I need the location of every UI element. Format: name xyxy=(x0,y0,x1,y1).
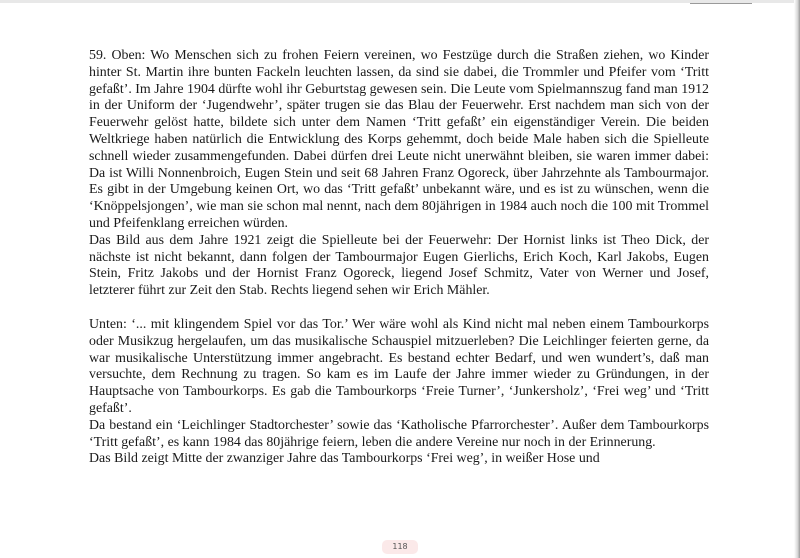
page-top-edge xyxy=(0,0,800,3)
body-text xyxy=(89,48,709,468)
page-right-edge xyxy=(794,0,800,558)
page-footer xyxy=(0,540,800,554)
paragraph-bild-1921: Das Bild aus dem Jahre 1921 zeigt die Spielleute bei der Feuerwehr: Der Hornist links ist Theo Dick, der nächste ist nicht bekannt, dann folgen der Tambourmajor Eugen Gierlichs, Erich Koch, Karl Jakobs, Eugen Stein, Fritz Jakobs und der Hornist Franz Ogoreck, liegend Josef Schmitz, Vater von Werner und Josef, letzterer führt zur Zeit den Stab. Rechts liegend sehen wir Erich Mähler. xyxy=(89,232,709,299)
paragraph-oben: 59. Oben: Wo Menschen sich zu frohen Feiern vereinen, wo Festzüge durch die Straßen ziehen, wo Kinder hinter St. Martin ihre bunten Fackeln leuchten lassen, da sind sie dabei, die Trommler und Pfeifer vom ‘Tritt gefaßt’. Im Jahre 1904 dürfte wohl ihr Geburtstag gewesen sein. Die Leute vom Spielmannszug fand man 1912 in der Uniform der ‘Jugendwehr’, später trugen sie das Blau der Feuerwehr. Erst nachdem man sich von der Feuerwehr gelöst hatte, bildete sich unter dem Namen ‘Tritt gefaßt’ ein eigenständiger Verein. Die beiden Weltkriege haben natürlich die Entwicklung des Korps gehemmt, doch beide Male haben sich die Spielleute schnell wieder zusammengefunden. Dabei dürfen drei Leute nicht unerwähnt bleiben, sie waren immer dabei: Da ist Willi Nonnenbroich, Eugen Stein und seit 68 Jahren Franz Ogoreck, über Jahrzehnte als Tambourmajor. Es gibt in der Umgebung keinen Ort, wo das ‘Tritt gefaßt’ unbekannt wäre, und es ist zu wünschen, wenn die ‘Knöppelsjongen’, wie man sie schon mal nennt, nach dem 80jährigen in 1984 auch noch die 100 mit Trommel und Pfeifenklang erreichen würden. xyxy=(89,48,709,231)
paragraph-orchester: Da bestand ein ‘Leichlinger Stadtorchester’ sowie das ‘Katholische Pfarrorchester’. Außer dem Tambourkorps ‘Tritt gefaßt’, es kann 1984 das 80jährige feiern, leben die andere Vereine nur noch in der Erinnerung. xyxy=(89,417,709,450)
paragraph-spacer xyxy=(89,300,709,317)
paragraph-bild-frei-weg: Das Bild zeigt Mitte der zwanziger Jahre das Tambourkorps ‘Frei weg’, in weißer Hose und xyxy=(89,451,600,467)
top-mark xyxy=(690,3,752,4)
paragraph-unten: Unten: ‘... mit klingendem Spiel vor das Tor.’ Wer wäre wohl als Kind nicht mal neben einem Tambourkorps oder Musikzug hergelaufen, um das musikalische Schauspiel mitzuerleben? Die Leichlinger feierten gerne, da war musikalische Unterstützung immer angebracht. Es bestand echter Bedarf, und wen wundert’s, daß man versuchte, dem Rechnung zu tragen. So kam es im Laufe der Jahre immer wieder zu Gründungen, in der Hauptsache von Tambourkorps. Es gab die Tambourkorps ‘Freie Turner’, ‘Junkersholz’, ‘Frei weg’ und ‘Tritt gefaßt’. xyxy=(89,316,709,416)
page-number: 118 xyxy=(382,540,417,554)
